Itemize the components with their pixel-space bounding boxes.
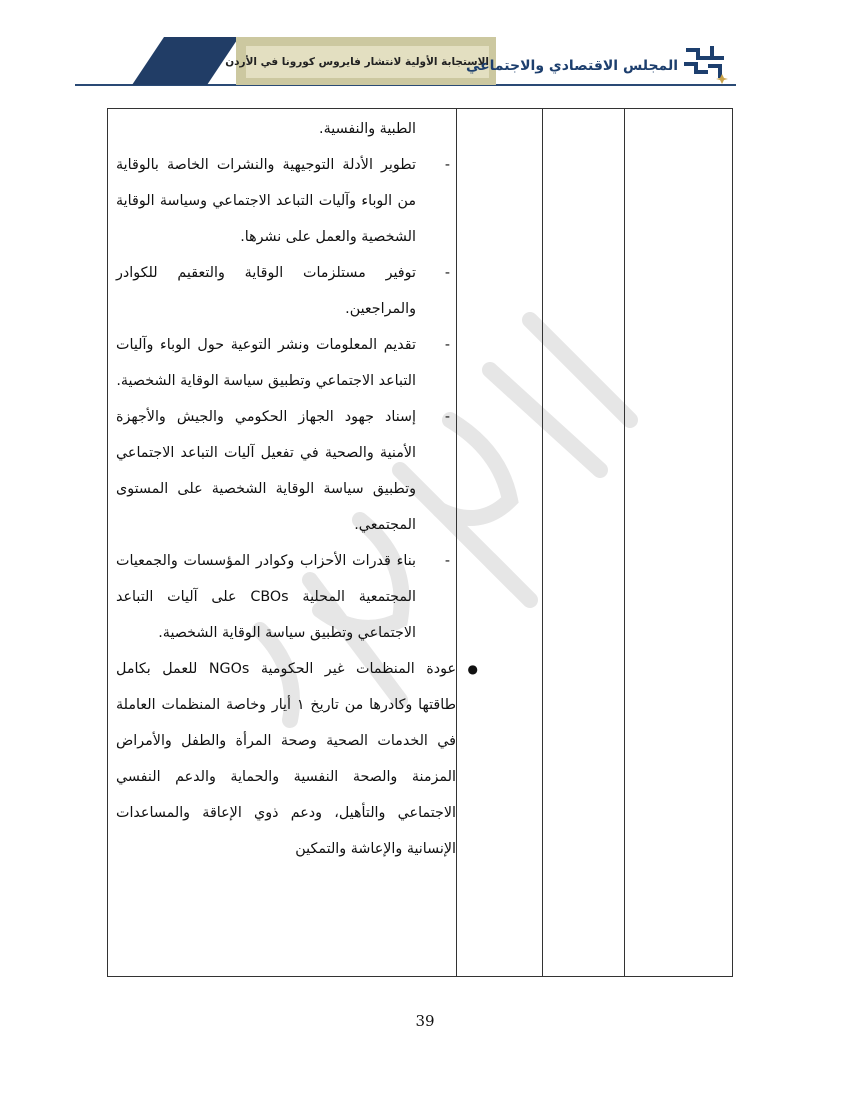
bullet-item-text: عودة المنظمات غير الحكومية NGOs للعمل بكامل طاقتها وكادرها من تاريخ ١ أيار وخاصة المنظمات العاملة في الخدمات الصحية وصحة المرأة والطفل والأمراض المزمنة والصحة النفسية والحماية والدعم النفسي الاجتماعي والتأهيل، ودعم ذوي الإعاقة والمساعدات الإنسانية والإعاشة والتمكين [116, 661, 456, 857]
dash-marker: - [444, 157, 450, 173]
list-item-text: إسناد جهود الجهاز الحكومي والجيش والأجهزة الأمنية والصحية في تفعيل آليات التباعد الاجتماعي وتطبيق سياسة الوقاية الشخصية على المستوى المجتمعي. [116, 409, 416, 533]
dash-marker: - [444, 337, 450, 353]
council-name: المجلس الاقتصادي والاجتماعي [465, 58, 678, 74]
dash-marker: - [444, 265, 450, 281]
list-item [116, 147, 456, 255]
list-item-text: بناء قدرات الأحزاب وكوادر المؤسسات والجمعيات المجتمعية المحلية CBOs على آليات التباعد الاجتماعي وتطبيق سياسة الوقاية الشخصية. [116, 553, 416, 641]
content-table [107, 108, 733, 977]
table-column-divider [624, 109, 625, 976]
list-item [116, 255, 456, 327]
bullet-item [116, 651, 478, 867]
dash-marker: - [444, 553, 450, 569]
table-cell-text [116, 111, 478, 867]
list-item [116, 543, 456, 651]
council-logo-icon [682, 44, 730, 86]
table-column-divider [542, 109, 543, 976]
list-item-text: تقديم المعلومات ونشر التوعية حول الوباء وآليات التباعد الاجتماعي وتطبيق سياسة الوقاية الشخصية. [116, 337, 416, 389]
report-title: الاستجابة الأولية لانتشار فايروس كورونا في الأردن [225, 56, 489, 68]
page-number: 39 [415, 1012, 435, 1030]
list-item [116, 399, 456, 543]
list-item-text: توفير مستلزمات الوقاية والتعقيم للكوادر والمراجعين. [116, 265, 416, 317]
bullet-marker: ● [467, 662, 478, 676]
continuation-text-content: الطبية والنفسية. [319, 121, 416, 137]
dash-marker: - [444, 409, 450, 425]
list-item-text: تطوير الأدلة التوجيهية والنشرات الخاصة بالوقاية من الوباء وآليات التباعد الاجتماعي وسياسة الوقاية الشخصية والعمل على نشرها. [116, 157, 416, 245]
header-navy-block [132, 37, 239, 85]
continuation-text [116, 111, 456, 147]
list-item [116, 327, 456, 399]
